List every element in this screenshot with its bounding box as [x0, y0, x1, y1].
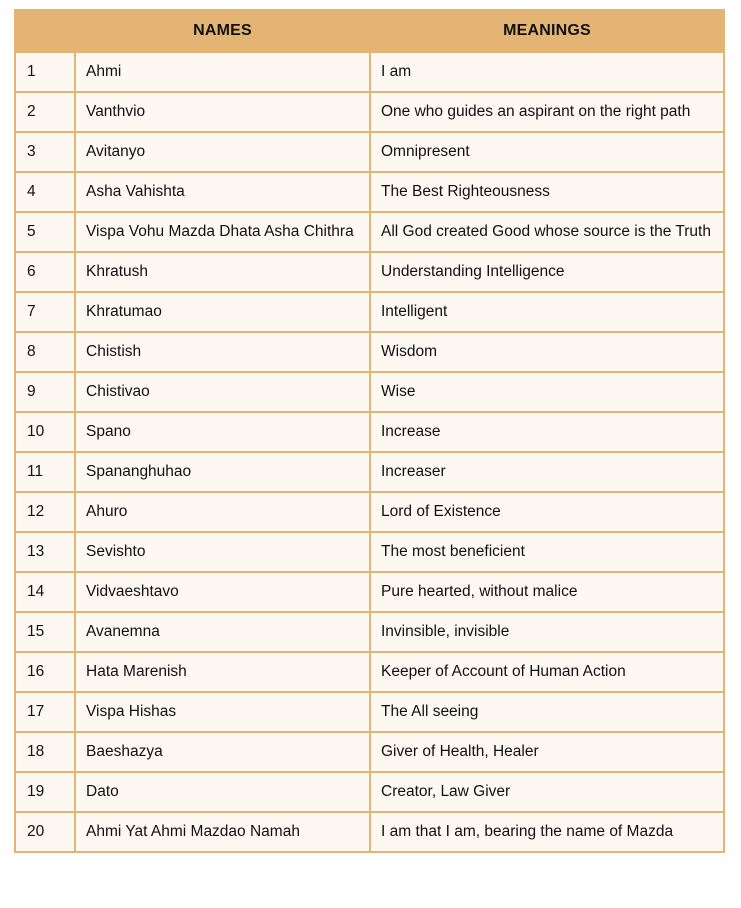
- row-number-cell: 20: [15, 812, 75, 852]
- header-meanings: MEANINGS: [370, 10, 724, 52]
- meaning-cell: One who guides an aspirant on the right path: [370, 92, 724, 132]
- name-cell: Avitanyo: [75, 132, 370, 172]
- name-cell: Hata Marenish: [75, 652, 370, 692]
- name-cell: Vispa Hishas: [75, 692, 370, 732]
- meaning-cell: Understanding Intelligence: [370, 252, 724, 292]
- meaning-cell: Intelligent: [370, 292, 724, 332]
- table-row: [15, 52, 724, 92]
- meaning-cell: I am: [370, 52, 724, 92]
- name-cell: Vanthvio: [75, 92, 370, 132]
- name-cell: Ahuro: [75, 492, 370, 532]
- table-row: [15, 252, 724, 292]
- row-number-cell: 16: [15, 652, 75, 692]
- meaning-cell: Increaser: [370, 452, 724, 492]
- name-cell: Sevishto: [75, 532, 370, 572]
- row-number-cell: 2: [15, 92, 75, 132]
- row-number-cell: 18: [15, 732, 75, 772]
- name-cell: Chistish: [75, 332, 370, 372]
- table-row: [15, 332, 724, 372]
- row-number-cell: 3: [15, 132, 75, 172]
- meaning-cell: The Best Righteousness: [370, 172, 724, 212]
- meaning-cell: Creator, Law Giver: [370, 772, 724, 812]
- table-body: [15, 52, 724, 852]
- row-number-cell: 4: [15, 172, 75, 212]
- table-row: [15, 412, 724, 452]
- row-number-cell: 15: [15, 612, 75, 652]
- header-number: [15, 10, 75, 52]
- row-number-cell: 5: [15, 212, 75, 252]
- meaning-cell: I am that I am, bearing the name of Mazda: [370, 812, 724, 852]
- name-cell: Chistivao: [75, 372, 370, 412]
- table-row: [15, 452, 724, 492]
- meaning-cell: Keeper of Account of Human Action: [370, 652, 724, 692]
- row-number-cell: 10: [15, 412, 75, 452]
- table-row: [15, 172, 724, 212]
- row-number-cell: 9: [15, 372, 75, 412]
- table-row: [15, 92, 724, 132]
- table-row: [15, 212, 724, 252]
- table-row: [15, 532, 724, 572]
- name-cell: Ahmi: [75, 52, 370, 92]
- row-number-cell: 11: [15, 452, 75, 492]
- name-cell: Asha Vahishta: [75, 172, 370, 212]
- table-row: [15, 772, 724, 812]
- names-meanings-table: [14, 9, 725, 853]
- meaning-cell: Lord of Existence: [370, 492, 724, 532]
- table-row: [15, 652, 724, 692]
- row-number-cell: 12: [15, 492, 75, 532]
- table-row: [15, 492, 724, 532]
- table-row: [15, 612, 724, 652]
- table-row: [15, 812, 724, 852]
- name-cell: Dato: [75, 772, 370, 812]
- name-cell: Ahmi Yat Ahmi Mazdao Namah: [75, 812, 370, 852]
- meaning-cell: Invinsible, invisible: [370, 612, 724, 652]
- table-row: [15, 372, 724, 412]
- name-cell: Baeshazya: [75, 732, 370, 772]
- meaning-cell: Increase: [370, 412, 724, 452]
- table-row: [15, 732, 724, 772]
- table-row: [15, 292, 724, 332]
- meaning-cell: Wisdom: [370, 332, 724, 372]
- table-row: [15, 572, 724, 612]
- meaning-cell: Wise: [370, 372, 724, 412]
- meaning-cell: The most beneficient: [370, 532, 724, 572]
- name-cell: Spano: [75, 412, 370, 452]
- meaning-cell: Giver of Health, Healer: [370, 732, 724, 772]
- row-number-cell: 1: [15, 52, 75, 92]
- name-cell: Avanemna: [75, 612, 370, 652]
- header-names: NAMES: [75, 10, 370, 52]
- row-number-cell: 8: [15, 332, 75, 372]
- meaning-cell: All God created Good whose source is the Truth: [370, 212, 724, 252]
- name-cell: Khratumao: [75, 292, 370, 332]
- name-cell: Vidvaeshtavo: [75, 572, 370, 612]
- row-number-cell: 6: [15, 252, 75, 292]
- meaning-cell: Omnipresent: [370, 132, 724, 172]
- table-row: [15, 132, 724, 172]
- row-number-cell: 17: [15, 692, 75, 732]
- table-row: [15, 692, 724, 732]
- header-row: [15, 10, 724, 52]
- meaning-cell: The All seeing: [370, 692, 724, 732]
- name-cell: Khratush: [75, 252, 370, 292]
- row-number-cell: 7: [15, 292, 75, 332]
- name-cell: Spananghuhao: [75, 452, 370, 492]
- row-number-cell: 19: [15, 772, 75, 812]
- row-number-cell: 14: [15, 572, 75, 612]
- row-number-cell: 13: [15, 532, 75, 572]
- name-cell: Vispa Vohu Mazda Dhata Asha Chithra: [75, 212, 370, 252]
- meaning-cell: Pure hearted, without malice: [370, 572, 724, 612]
